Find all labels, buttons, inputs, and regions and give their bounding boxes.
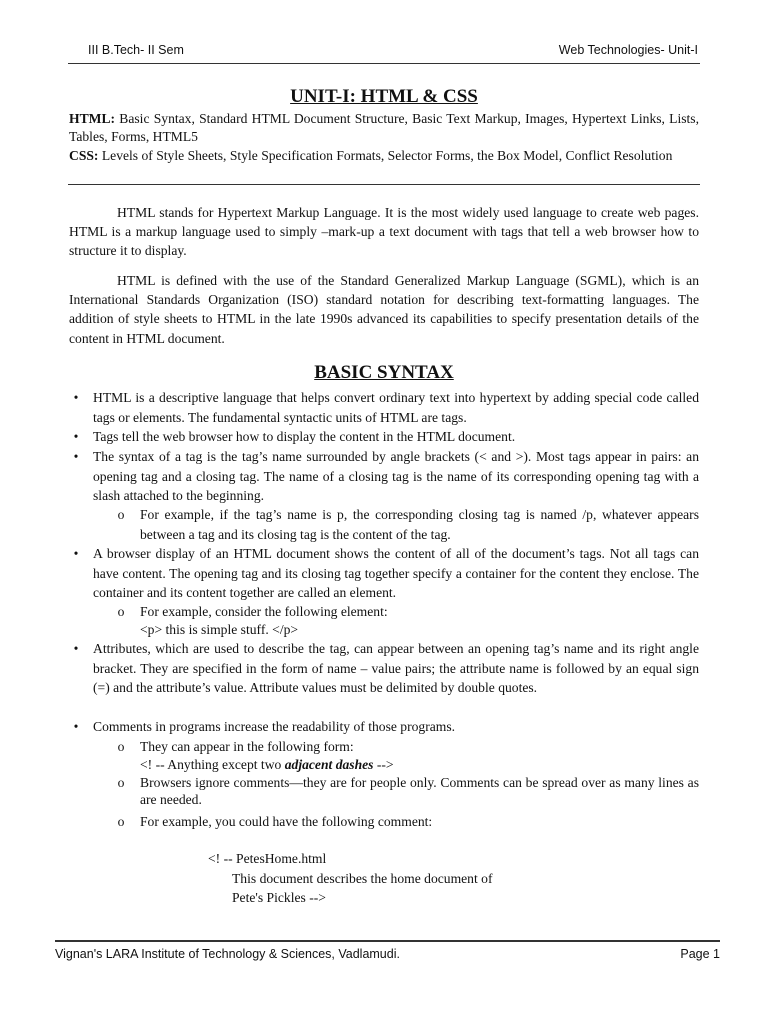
comment-syntax-end: --> xyxy=(373,757,394,772)
sub-list-item xyxy=(117,505,699,544)
list-item-text: Tags tell the web browser how to display the content in the HTML document. xyxy=(93,429,516,444)
circle-bullet-icon: o xyxy=(117,739,125,754)
page-footer xyxy=(55,947,720,967)
list-item-text: Attributes, which are used to describe the tag, can appear between an opening tag’s name and its right angle bracket. They are specified in the form of name – value pairs; the attribute name is followed by an equal sign (=) and the attribute’s value. Attribute values must be delimited by double quotes. xyxy=(93,641,699,696)
intro-paragraph: HTML stands for Hypertext Markup Language. It is the most widely used language to create web pages. HTML is a markup language used to simply –mark-up a text document with tags that tell a web browser how to structure it to display. xyxy=(69,205,699,259)
bullet-icon: • xyxy=(73,390,79,405)
list-item xyxy=(73,544,699,603)
circle-bullet-icon: o xyxy=(117,814,125,829)
list-item xyxy=(73,388,699,427)
circle-bullet-icon: o xyxy=(117,604,125,619)
list-item-text: HTML is a descriptive language that helps convert ordinary text into hypertext by adding special code called tags or elements. The fundamental syntactic units of HTML are tags. xyxy=(93,390,699,425)
sub-list-item-text: For example, if the tag’s name is p, the corresponding closing tag is named /p, whatever appears between a tag and its closing tag is the content of the tag. xyxy=(140,507,699,542)
header-course: III B.Tech- II Sem xyxy=(88,43,184,57)
circle-bullet-icon: o xyxy=(117,775,125,790)
comment-syntax xyxy=(140,755,394,775)
css-label: CSS: xyxy=(69,147,99,163)
list-item-text: A browser display of an HTML document shows the content of all of the document’s tags. Not all tags can have content. The opening tag and its closing tag together specify a container for the content they enclose. The container and its content together are called an element. xyxy=(93,546,699,601)
code-block-line: <! -- PetesHome.html xyxy=(208,851,327,866)
sub-list-item xyxy=(117,602,699,622)
comment-syntax-start: <! -- Anything except two xyxy=(140,757,285,772)
header-rule xyxy=(68,63,700,64)
list-item xyxy=(73,717,699,737)
bullet-icon: • xyxy=(73,719,79,734)
intro-paragraph: HTML is defined with the use of the Standard Generalized Markup Language (SGML), which is an International Standards Organization (ISO) standard notation for describing text-formatting languages. The addition of style sheets to HTML in the late 1990s advanced its capabilities to specify presentation details of the content in HTML document. xyxy=(69,273,699,346)
page-header xyxy=(88,43,698,61)
sub-list-item xyxy=(117,812,699,832)
code-block-line: This document describes the home document of xyxy=(232,871,493,886)
list-item-text: Comments in programs increase the readability of those programs. xyxy=(93,719,456,734)
page-title: UNIT-I: HTML & CSS xyxy=(290,86,478,107)
bullet-icon: • xyxy=(73,449,79,464)
bullet-icon: • xyxy=(73,641,79,656)
topics-rule xyxy=(68,184,700,185)
code-example: <p> this is simple stuff. </p> xyxy=(140,622,299,637)
sub-list-item-text: For example, consider the following element: xyxy=(140,604,388,619)
css-topics-text: Levels of Style Sheets, Style Specification Formats, Selector Forms, the Box Model, Conflict Resolution xyxy=(98,147,673,163)
circle-bullet-icon: o xyxy=(117,507,125,522)
sub-list-item-text: For example, you could have the following comment: xyxy=(140,814,433,829)
bullet-icon: • xyxy=(73,429,79,444)
list-item xyxy=(73,447,699,506)
css-topics xyxy=(69,147,699,165)
list-item-text: The syntax of a tag is the tag’s name surrounded by angle brackets (< and >). Most tags appear in pairs: an opening tag and a closing tag. The name of a closing tag is the name of its corresponding opening tag with a slash attached to the beginning. xyxy=(93,449,699,504)
sub-list-item xyxy=(117,737,699,757)
section-title: BASIC SYNTAX xyxy=(314,362,454,383)
list-item xyxy=(73,639,699,698)
html-topics-text: Basic Syntax, Standard HTML Document Structure, Basic Text Markup, Images, Hypertext Links, Lists, Tables, Forms, HTML5 xyxy=(69,111,699,145)
sub-list-item-text: They can appear in the following form: xyxy=(140,739,354,754)
html-label: HTML: xyxy=(69,111,116,126)
sub-list-item-text: Browsers ignore comments—they are for people only. Comments can be spread over as many lines as are needed. xyxy=(140,775,699,807)
comment-syntax-emphasis: adjacent dashes xyxy=(284,757,374,772)
footer-institute: Vignan's LARA Institute of Technology & Sciences, Vadlamudi. xyxy=(55,947,400,961)
header-subject: Web Technologies- Unit-I xyxy=(558,43,698,57)
html-topics xyxy=(69,110,699,147)
sub-list-item xyxy=(117,775,699,808)
bullet-icon: • xyxy=(73,546,79,561)
topics-block xyxy=(69,110,699,165)
list-item xyxy=(73,427,699,447)
page-number: Page 1 xyxy=(680,947,720,961)
code-block-line: Pete's Pickles --> xyxy=(232,890,326,905)
footer-rule xyxy=(55,940,720,942)
